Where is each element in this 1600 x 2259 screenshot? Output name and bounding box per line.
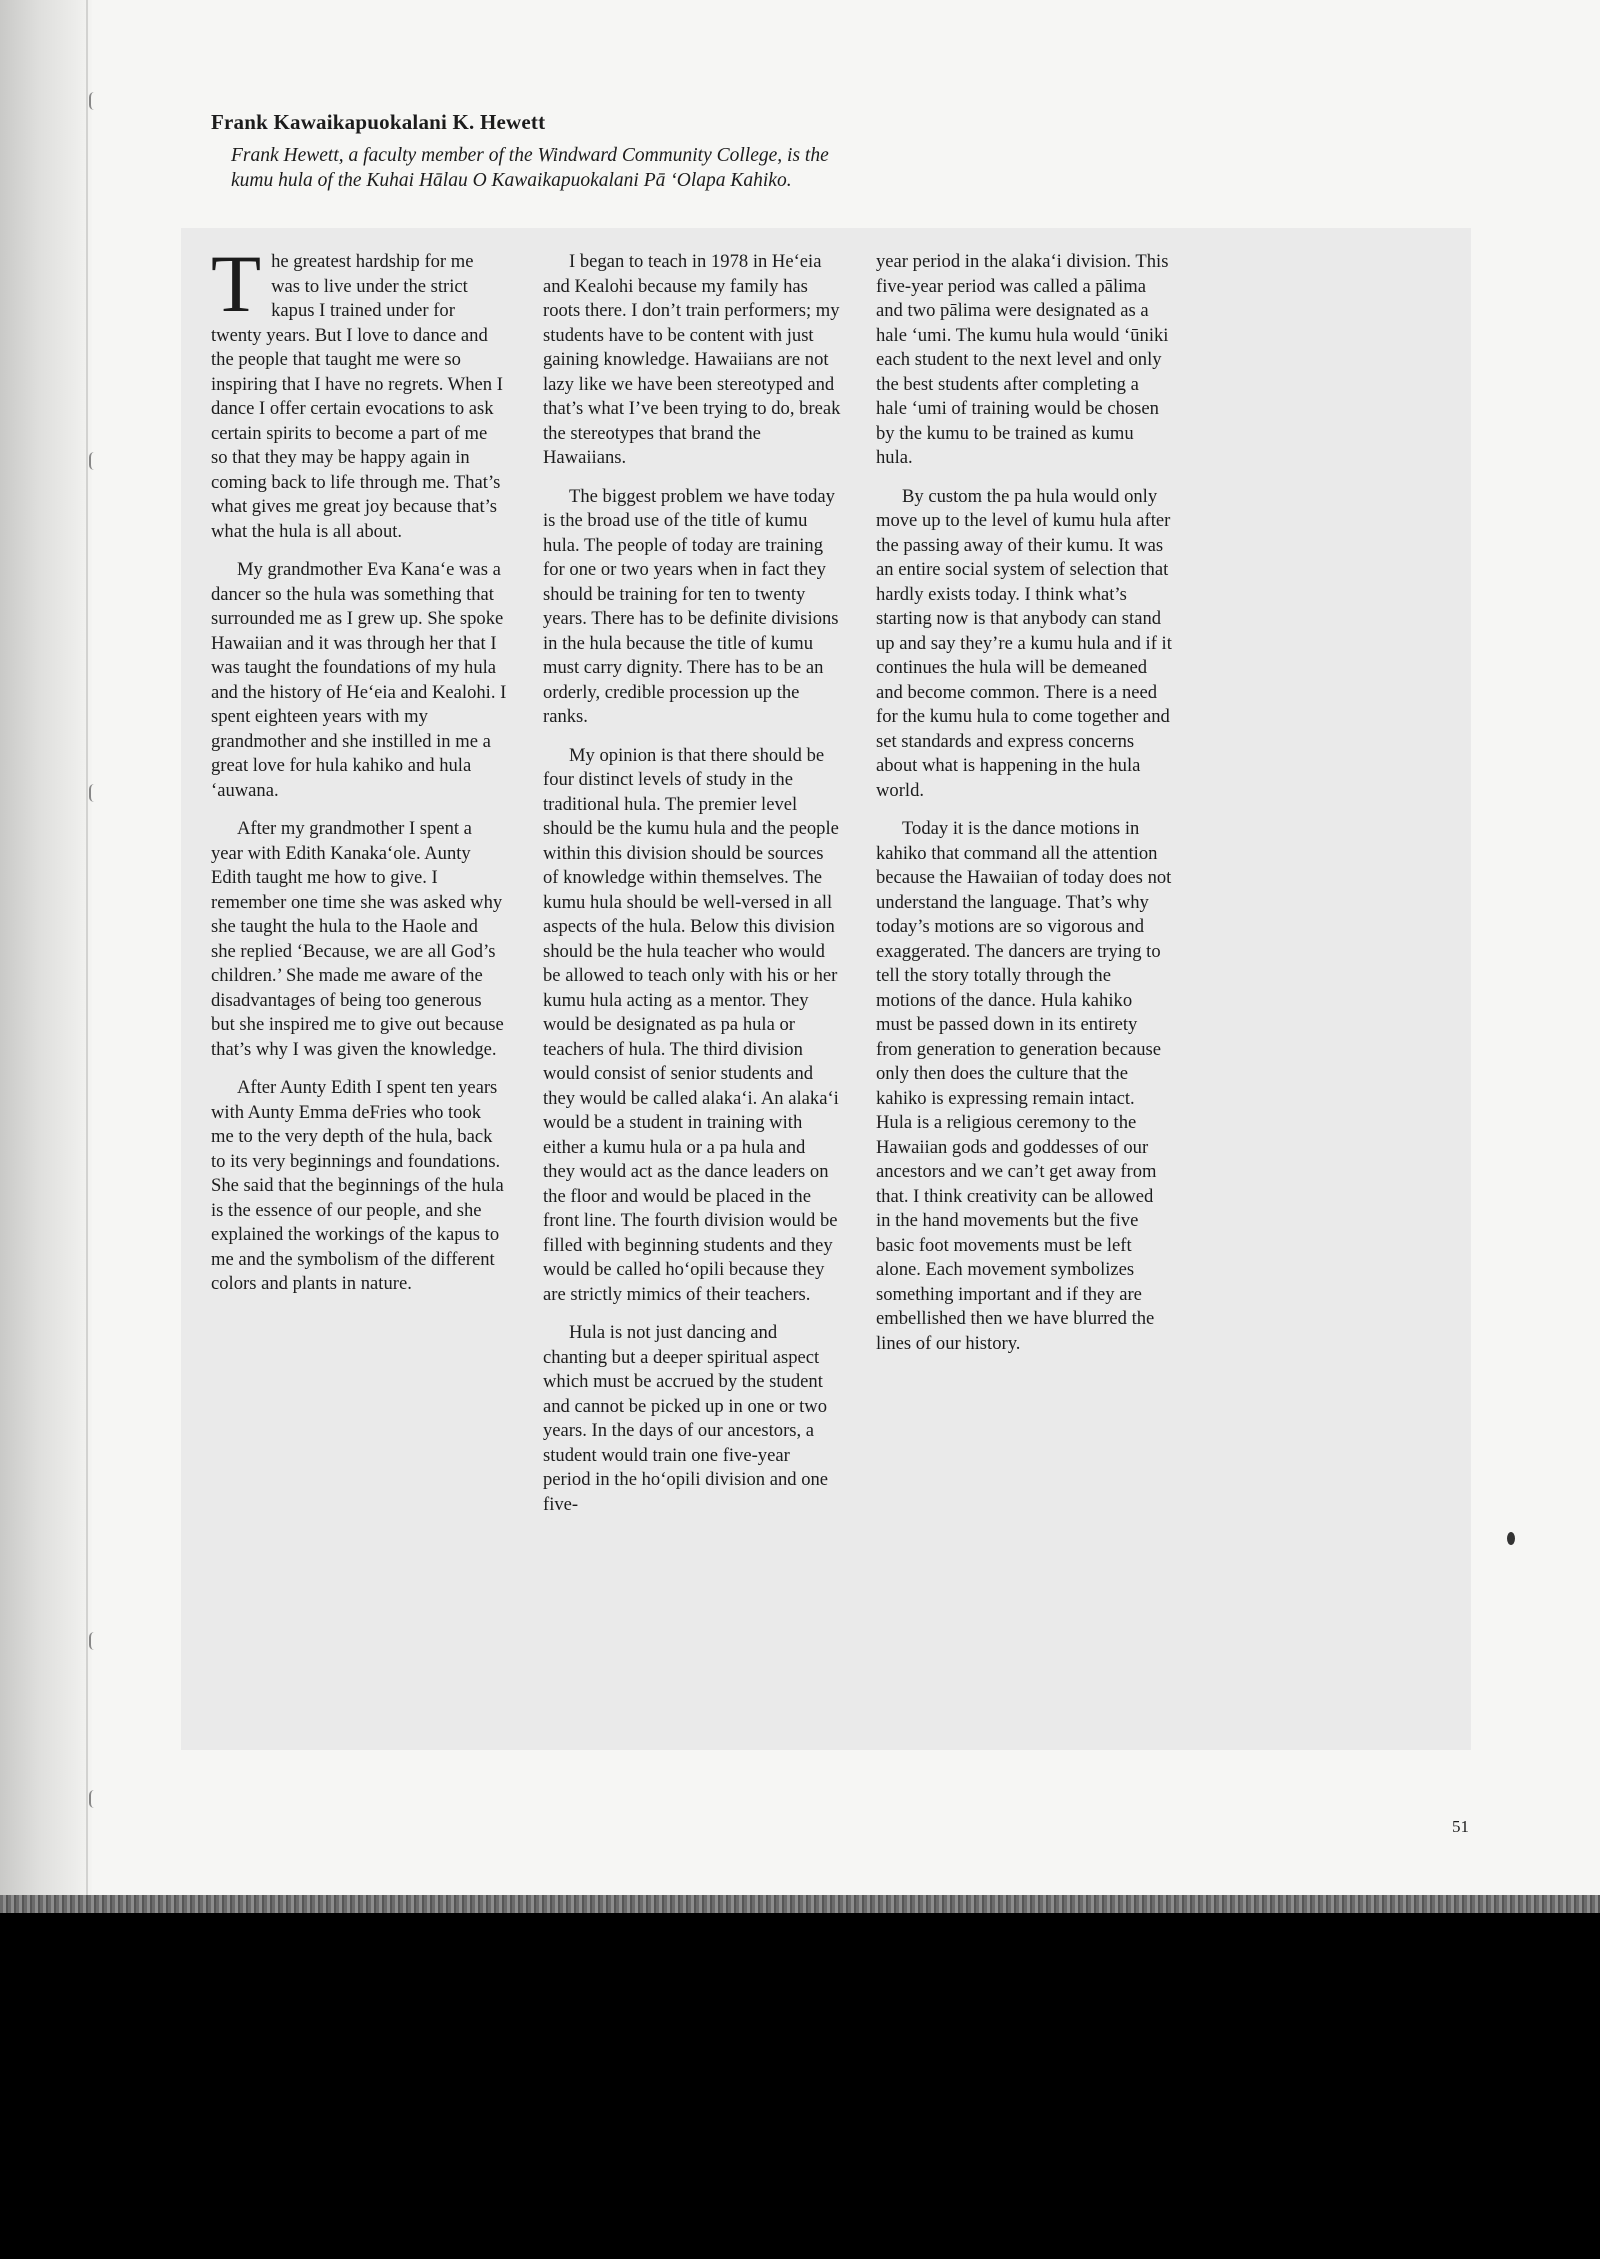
paragraph: year period in the alaka‘i division. This five-year period was called a pālima and two pālima were designated as a hale ‘umi. The kumu hula would ‘ūniki each student to the next level and only the best students after completing a hale ‘umi of training would be chosen by the kumu to be trained as kumu hula. [876,251,1169,468]
paragraph: My grandmother Eva Kana‘e was a dancer so the hula was something that surrounded me as I grew up. She spoke Hawaiian and it was through her that I was taught the foundations of my hula and the history of He‘eia and Kealohi. I spent eighteen years with my grandmother and she instilled in me a great love for hula kahiko and hula ‘auwana. [211,559,507,801]
page-binding-shadow [0,0,92,1898]
paragraph: By custom the pa hula would only move up to the level of kumu hula after the passing away of their kumu. It was an entire social system of selection that hardly exists today. I think what’s starting now is that anybody can stand up and say they’re a kumu hula and if it continues the hula will be demeaned and become common. There is a need for the kumu hula to come together and set standards and express concerns about what is happening in the hula world. [876,485,1172,801]
paragraph: After my grandmother I spent a year with Edith Kanaka‘ole. Aunty Edith taught me how to give. I remember one time she was asked why she taught the hula to the Haole and she replied ‘Because, we are all God’s children.’ She made me aware of the disadvantages of being too generous but she inspired me to give out because that’s why I was given the knowledge. [211,818,504,1060]
drop-cap: T [211,238,262,329]
binding-edge-line [86,0,88,1898]
paragraph [211,238,507,544]
text-column-1 [211,238,507,1311]
binding-stitch-mark [89,92,94,110]
binding-stitch-mark [89,452,94,470]
binding-stitch-mark [89,1790,94,1808]
paragraph: After Aunty Edith I spent ten years with Aunty Emma deFries who took me to the very depth of the hula, back to its very beginnings and foundations. She said that the beginnings of the hula is the essence of our people, and she explained the workings of the kapus to me and the symbolism of the different colors and plants in nature. [211,1077,504,1294]
paragraph: The biggest problem we have today is the broad use of the title of kumu hula. The people of today are training for one or two years when in fact they should be training for ten to twenty years. There has to be definite divisions in the hula because the title of kumu must carry dignity. There has to be an orderly, credible procession up the ranks. [543,485,839,727]
paragraph: Hula is not just dancing and chanting but a deeper spiritual aspect which must be accrued by the student and cannot be picked up in one or two years. In the days of our ancestors, a student would train one five-year period in the ho‘opili division and one five- [543,1322,829,1515]
paragraph-text: he greatest hardship for me was to live under the strict kapus I trained under for twenty years. But I love to dance and the people that taught me were so inspiring that I have no regrets. When I dance I offer certain evocations to ask certain spirits to become a part of me so that they may be happy again in coming back to life through me. That’s what gives me great joy because that’s what the hula is all about. [211,251,503,542]
author-intro: Frank Hewett, a faculty member of the Windward Community College, is the kumu hula of the Kuhai Hālau O Kawaikapuokalani Pā ‘Olapa Kahiko. [231,145,829,191]
page-dot-mark [1507,1532,1515,1545]
text-column-3 [876,250,1172,1370]
author-name: Frank Kawaikapuokalani K. Hewett [211,110,546,134]
page-bottom-edge [0,1895,1600,1913]
text-column-2 [543,250,841,1531]
paragraph: Today it is the dance motions in kahiko that command all the attention because the Hawaiian of today does not understand the language. That’s why today’s motions are so vigorous and exaggerated. The dancers are trying to tell the story totally through the motions of the dance. Hula kahiko must be passed down in its entirety from generation to generation because only then does the culture that the kahiko is expressing remain intact. Hula is a religious ceremony to the Hawaiian gods and goddesses of our ancestors and we can’t get away from that. I think creativity can be allowed in the hand movements but the five basic foot movements must be left alone. Each movement symbolizes something important and if they are embellished then we have blurred the lines of our history. [876,818,1172,1354]
binding-stitch-mark [89,1632,94,1650]
page-number: 51 [1452,1817,1469,1836]
article-header [211,109,911,193]
paragraph: I began to teach in 1978 in He‘eia and Kealohi because my family has roots there. I don’t train performers; my students have to be content with just gaining knowledge. Hawaiians are not lazy like we have been stereotyped and that’s what I’ve been trying to do, break the stereotypes that brand the Hawaiians. [543,251,841,468]
binding-stitch-mark [89,784,94,802]
paragraph: My opinion is that there should be four distinct levels of study in the traditional hula. The premier level should be the kumu hula and the people within this division should be sources of knowledge within themselves. The kumu hula should be well-versed in all aspects of the hula. Below this division should be the hula teacher who would be allowed to teach only with his or her kumu hula acting as a mentor. They would be designated as pa hula or teachers of hula. The third division would consist of senior students and they would be called alaka‘i. An alaka‘i would be a student in training with either a kumu hula or a pa hula and they would act as the dance leaders on the floor and would be placed in the front line. The fourth division would be filled with beginning students and they would be called ho‘opili because they are strictly mimics of their teachers. [543,744,839,1305]
